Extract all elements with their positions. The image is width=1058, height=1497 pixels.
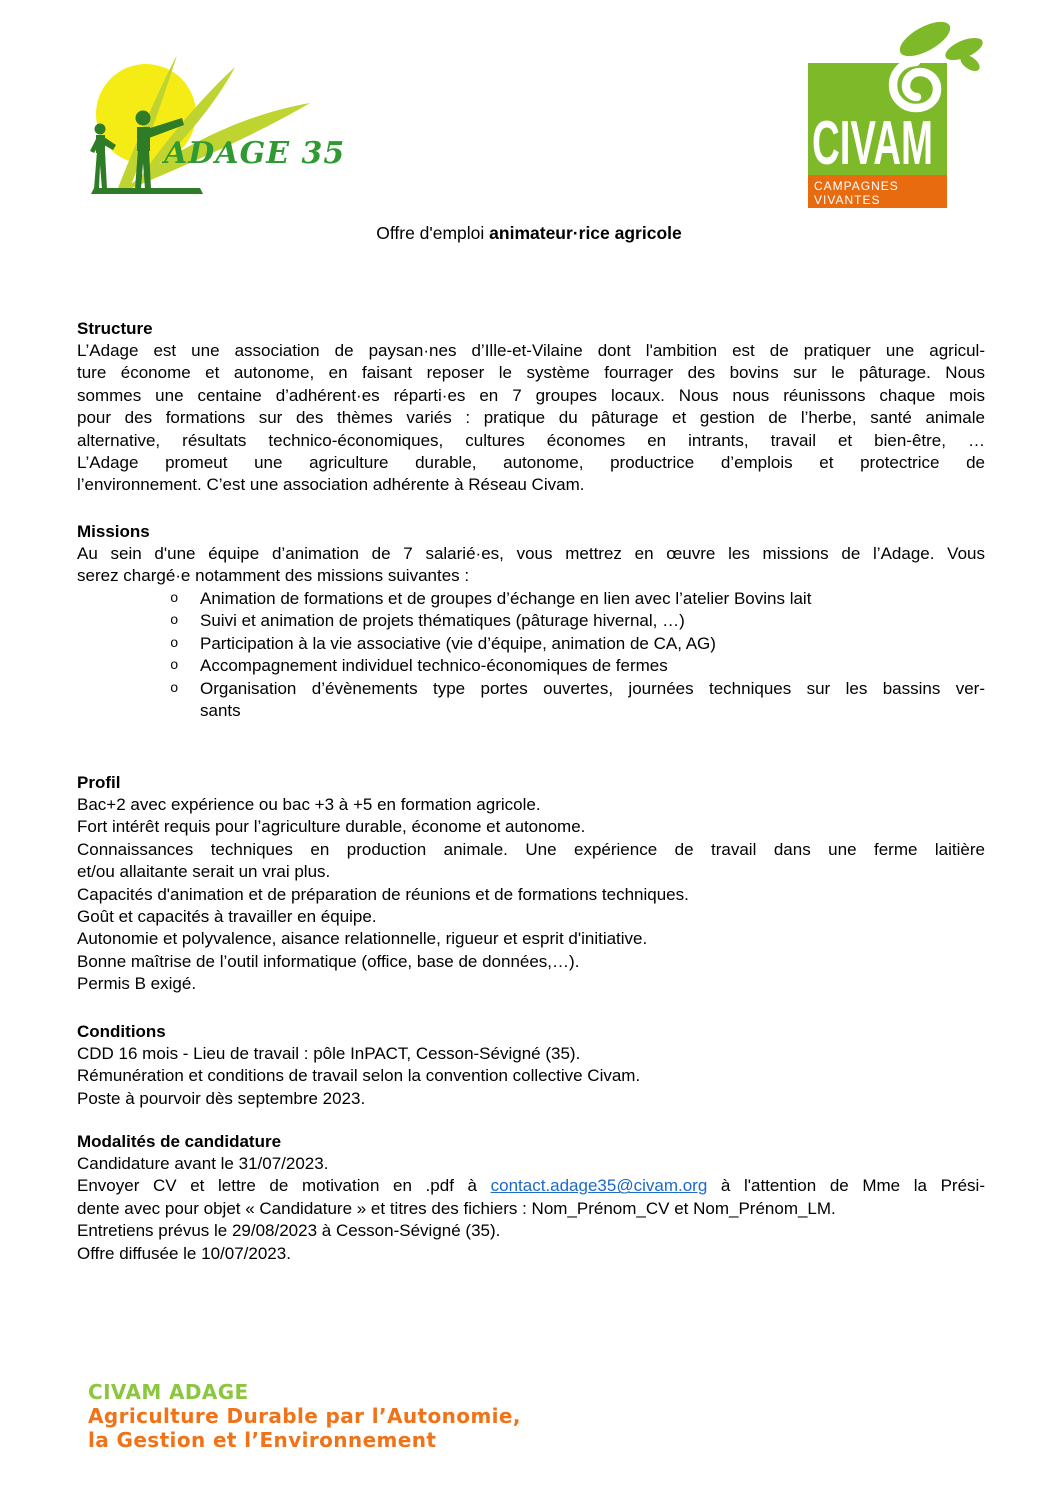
paragraph-line: sommes une centaine d’adhérent·es réparti·es en 7 groupes locaux. Nous nous réunissons chaque mois <box>77 385 985 405</box>
paragraph-line: Poste à pourvoir dès septembre 2023. <box>77 1088 366 1108</box>
paragraph-line: Goût et capacités à travailler en équipe. <box>77 907 377 927</box>
civam-tagline-line2: VIVANTES <box>814 193 881 207</box>
paragraph-line: Capacités d'animation et de préparation de réunions et de formations techniques. <box>77 884 689 904</box>
bullet-marker: o <box>170 680 179 697</box>
section-heading-conditions: Conditions <box>77 1022 166 1041</box>
list-item <box>170 655 985 677</box>
footer-tagline-line2: la Gestion et l’Environnement <box>88 1428 437 1452</box>
paragraph-line: Autonomie et polyvalence, aisance relationnelle, rigueur et esprit d'initiative. <box>77 929 648 949</box>
missions-bullet-list <box>77 588 985 722</box>
list-item <box>170 633 985 655</box>
modalites-paragraph <box>77 1153 985 1265</box>
paragraph-line: ture économe et autonome, en faisant reposer le système fourrager des bovins sur le pâturage. Nous <box>77 363 985 383</box>
paragraph-line: CDD 16 mois - Lieu de travail : pôle InPACT, Cesson-Sévigné (35). <box>77 1044 581 1063</box>
adage-logo-text: ADAGE 35 <box>164 136 346 171</box>
bullet-text: Participation à la vie associative (vie d’équipe, animation de CA, AG) <box>200 633 716 653</box>
footer-org-name: CIVAM ADAGE <box>88 1380 249 1404</box>
email-link[interactable]: contact.adage35@civam.org <box>490 1176 708 1196</box>
paragraph-line: alternative, résultats technico-économiques, cultures économes en intrants, travail et bien-être, … <box>77 430 985 450</box>
paragraph-line: Fort intérêt requis pour l’agriculture durable, économe et autonome. <box>77 817 586 837</box>
paragraph-line: pour des formations sur des thèmes variés : pratique du pâturage et gestion de l’herbe, santé animale <box>77 408 985 428</box>
paragraph-line: Au sein d'une équipe d’animation de 7 salarié·es, vous mettrez en œuvre les missions de l’Adage. Vous <box>77 544 985 563</box>
footer-tagline-line1: Agriculture Durable par l’Autonomie, <box>88 1404 521 1428</box>
bullet-marker: o <box>170 635 179 652</box>
email-line-before: Envoyer CV et lettre de motivation en .pdf à <box>77 1176 491 1196</box>
bullet-text: sants <box>200 701 241 721</box>
paragraph-line: Entretiens prévus le 29/08/2023 à Cesson-Sévigné (35). <box>77 1221 501 1241</box>
bullet-text: Suivi et animation de projets thématiques (pâturage hivernal, …) <box>200 611 685 631</box>
section-heading-structure: Structure <box>77 319 153 338</box>
paragraph-line: Permis B exigé. <box>77 974 197 994</box>
paragraph-line: Bac+2 avec expérience ou bac +3 à +5 en formation agricole. <box>77 795 541 814</box>
document-title-prefix: Offre d'emploi <box>376 223 485 243</box>
section-heading-profil: Profil <box>77 773 121 792</box>
adage35-logo <box>88 55 346 195</box>
paragraph-line: Offre diffusée le 10/07/2023. <box>77 1243 291 1263</box>
missions-intro <box>77 543 985 588</box>
paragraph-line <box>77 1175 985 1197</box>
paragraph-line: et/ou allaitante serait un vrai plus. <box>77 862 331 882</box>
civam-tagline-line1: CAMPAGNES <box>814 179 899 193</box>
paragraph-line: L’Adage est une association de paysan·nes d’Ille-et-Vilaine dont l'ambition est de pratiquer une agricul- <box>77 341 985 360</box>
paragraph-line: L’Adage promeut une agriculture durable, autonome, productrice d’emplois et protectrice de <box>77 453 985 473</box>
document-title-bold: animateur·rice agricole <box>484 223 682 243</box>
conditions-paragraph <box>77 1043 985 1110</box>
paragraph-line: Connaissances techniques en production animale. Une expérience de travail dans une ferme laitière <box>77 839 985 859</box>
bullet-marker: o <box>170 591 179 607</box>
structure-paragraph <box>77 340 985 497</box>
section-heading-missions: Missions <box>77 522 150 541</box>
bullet-text: Organisation d’évènements type portes ouvertes, journées techniques sur les bassins ver- <box>200 678 985 698</box>
paragraph-line: serez chargé·e notamment des missions suivantes : <box>77 566 470 586</box>
paragraph-line: Candidature avant le 31/07/2023. <box>77 1154 329 1173</box>
document-title <box>0 222 1058 244</box>
footer <box>88 1380 521 1452</box>
civam-logo-text: CIVAM <box>812 109 933 178</box>
paragraph-line: Bonne maîtrise de l’outil informatique (office, base de données,…). <box>77 951 580 971</box>
bullet-marker: o <box>170 658 179 675</box>
bullet-marker: o <box>170 613 179 630</box>
bullet-text: Animation de formations et de groupes d’échange en lien avec l’atelier Bovins lait <box>200 589 812 608</box>
list-item <box>170 588 985 610</box>
list-item <box>170 678 985 723</box>
paragraph-line: l’environnement. C’est une association adhérente à Réseau Civam. <box>77 475 585 495</box>
paragraph-line: dente avec pour objet « Candidature » et titres des fichiers : Nom_Prénom_CV et Nom_Prénom_LM. <box>77 1198 836 1218</box>
paragraph-line: Rémunération et conditions de travail selon la convention collective Civam. <box>77 1066 641 1086</box>
email-line-after: à l'attention de Mme la Prési- <box>707 1176 985 1196</box>
civam-logo <box>798 18 990 213</box>
bullet-text: Accompagnement individuel technico-économiques de fermes <box>200 656 668 676</box>
list-item <box>170 610 985 632</box>
profil-paragraph <box>77 794 985 996</box>
section-heading-modalites: Modalités de candidature <box>77 1132 282 1151</box>
